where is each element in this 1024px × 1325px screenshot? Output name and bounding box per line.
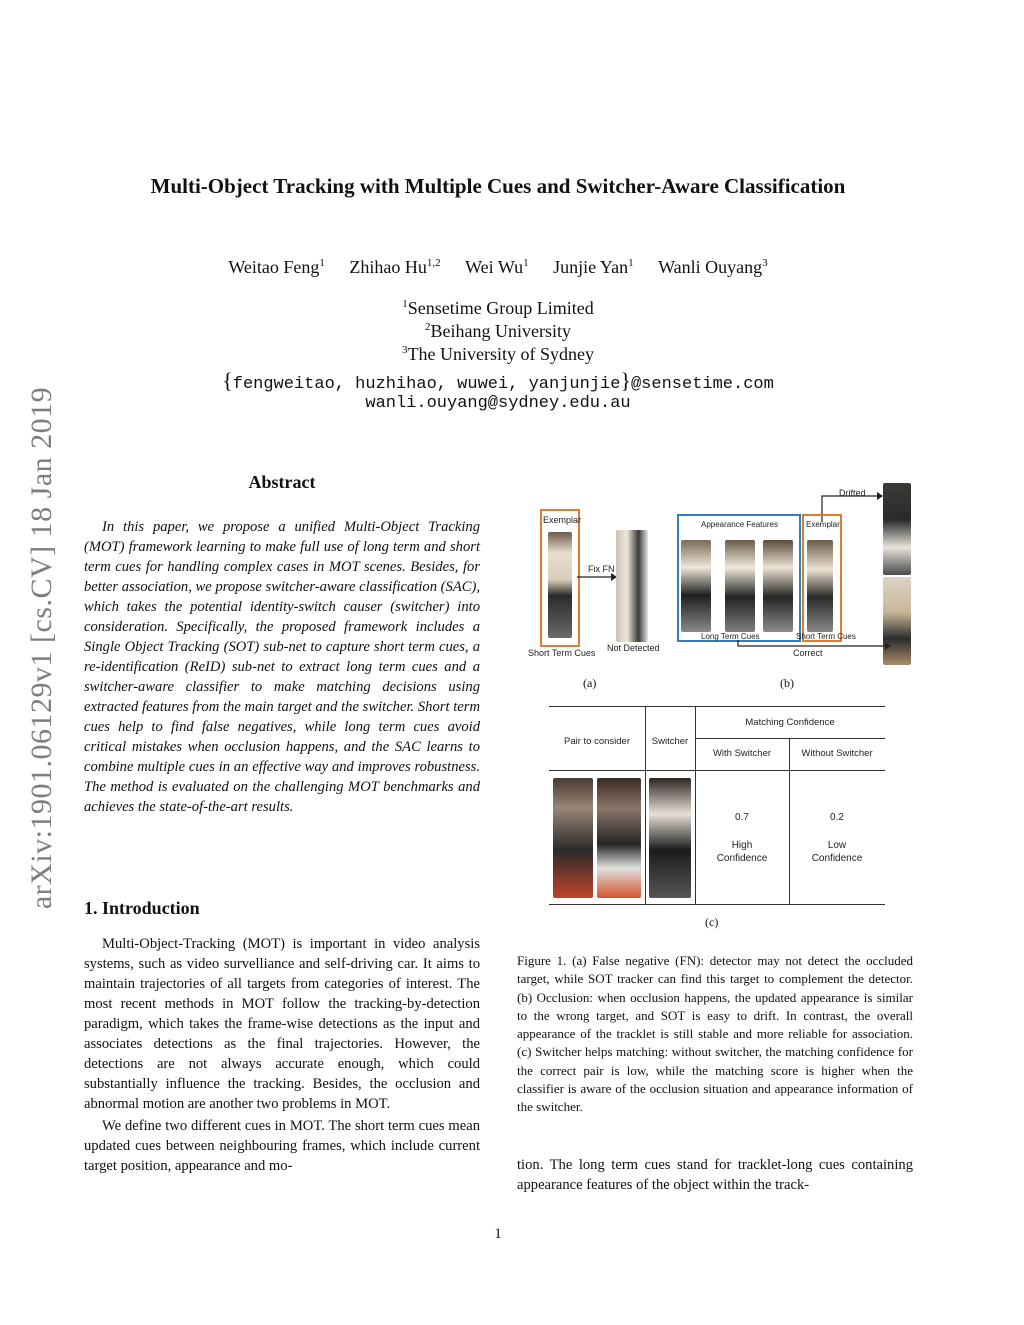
- affiliation: $^3$The University of Sydney: [402, 344, 594, 364]
- abstract-heading: Abstract: [248, 472, 316, 492]
- table-rule: [549, 770, 885, 771]
- appearance-features-label: Appearance Features: [701, 520, 778, 529]
- subfigure-label: (b): [780, 676, 794, 690]
- not-detected-label: Not Detected: [607, 643, 660, 653]
- author: Junjie Yan$^1$: [553, 257, 634, 277]
- paper-title: Multi-Object Tracking with Multiple Cues and Switcher-Aware Classification: [150, 174, 846, 198]
- paragraph: tion. The long term cues stand for tracklet-long cues containing appearance features of the object within the track-: [517, 1157, 913, 1193]
- paragraph: Multi-Object-Tracking (MOT) is important in video analysis systems, such as video survelliance and self-driving car. It aims to maintain trajectories of all targets from categories of interest. The most recent methods in MOT follow the tracking-by-detection paradigm, which takes the frame-wise detections as the input and associates detections as the final trajectories. However, the detections are not always accurate enough, which could substantially influence the tracking. Besides, the occlusion and abnormal motion are another two problems in MOT.: [84, 936, 480, 1112]
- arxiv-id: arXiv:1901.06129v1 [cs.CV] 18 Jan 2019: [25, 386, 58, 910]
- pedestrian-image: [763, 540, 793, 632]
- table-rule: [695, 738, 885, 739]
- table-rule: [695, 706, 696, 904]
- matching-confidence-header: Matching Confidence: [745, 717, 835, 728]
- pedestrian-image: [725, 540, 755, 632]
- page-number: 1: [494, 1226, 502, 1242]
- table-rule: [549, 706, 885, 707]
- exemplar-label: Exemplar: [543, 515, 582, 525]
- introduction-body: [84, 934, 480, 1178]
- short-term-cues-label: Short Term Cues: [796, 632, 856, 641]
- pair-header: Pair to consider: [563, 736, 630, 747]
- figure-1: [515, 480, 915, 940]
- pedestrian-image: [681, 540, 711, 632]
- author: Wanli Ouyang$^3$: [658, 257, 768, 277]
- email-line: {fengweitao, huzhihao, wuwei, yanjunjie}@sensetime.com: [222, 368, 774, 394]
- subfigure-label: (a): [583, 676, 597, 690]
- affiliation: $^1$Sensetime Group Limited: [402, 298, 594, 318]
- figure-caption: Figure 1. (a) False negative (FN): detector may not detect the occluded target, while SOT tracker can find this target to complement the detector. (b) Occlusion: when occlusion happens, the updated appearance is similar to the wrong target, and SOT is easy to drift. In contrast, the overall appearance of the tracklet is still stable and more reliable for association. (c) Switcher helps matching: without switcher, the matching confidence for the correct pair is low, while the matching score is higher when the classifier is aware of the occlusion situation and appearance information of the switcher.: [517, 953, 913, 1115]
- table-rule: [549, 904, 885, 905]
- fix-fn-label: Fix FN: [588, 564, 615, 574]
- author-list: [60, 257, 936, 278]
- affiliation: $^2$Beihang University: [425, 321, 571, 341]
- author: Weitao Feng$^1$: [228, 257, 325, 277]
- section-heading: 1. Introduction: [84, 898, 200, 918]
- email-line: wanli.ouyang@sydney.edu.au: [365, 394, 631, 413]
- without-switcher-header: Without Switcher: [801, 748, 873, 759]
- pedestrian-image: [553, 778, 593, 898]
- correct-label: Correct: [793, 648, 823, 658]
- arrow-right-icon: [577, 572, 617, 582]
- long-term-cues-label: Long Term Cues: [701, 632, 760, 641]
- with-switcher-value: 0.7: [735, 812, 749, 823]
- pedestrian-image: [616, 530, 648, 642]
- pedestrian-image: [597, 778, 641, 898]
- pedestrian-image: [883, 483, 911, 575]
- with-switcher-confidence: High Confidence: [716, 840, 768, 864]
- arxiv-stamp: [25, 358, 58, 938]
- paragraph: We define two different cues in MOT. The short term cues mean updated cues between neighbouring frames, which include current target position, appearance and mo-: [84, 1118, 480, 1174]
- with-switcher-header: With Switcher: [712, 748, 772, 759]
- author: Wei Wu$^1$: [465, 257, 529, 277]
- pedestrian-image: [548, 532, 572, 638]
- short-term-cues-label: Short Term Cues: [528, 648, 596, 658]
- abstract-text: In this paper, we propose a unified Multi-Object Tracking (MOT) framework learning to make full use of long term and short term cues for handling complex cases in MOT scenes. Besides, for better association, we propose switcher-aware classification (SAC), which takes the potential identity-switch causer (switcher) into consideration. Specifically, the proposed framework includes a Single Object Tracking (SOT) sub-net to capture short term cues, a re-identification (ReID) sub-net to extract long term cues and a switcher-aware classifier to make matching decisions using extracted features from the main target and the switcher. Short term cues help to find false negatives, while long term cues avoid critical mistakes when occlusion happens, and the SAC learns to combine multiple cues in an effective way and improves robustness. The method is evaluated on the challenging MOT benchmarks and achieves the state-of-the-art results.: [84, 519, 480, 815]
- pedestrian-image: [649, 778, 691, 898]
- drifted-label: Drifted: [839, 488, 866, 498]
- without-switcher-confidence: Low Confidence: [811, 840, 863, 864]
- pedestrian-image: [807, 540, 833, 632]
- subfigure-label: (c): [705, 915, 719, 929]
- abstract-body: [84, 517, 480, 817]
- exemplar-label: Exemplar: [806, 520, 840, 529]
- switcher-header: Switcher: [651, 736, 689, 747]
- without-switcher-value: 0.2: [830, 812, 844, 823]
- author: Zhihao Hu$^{1,2}$: [349, 257, 441, 277]
